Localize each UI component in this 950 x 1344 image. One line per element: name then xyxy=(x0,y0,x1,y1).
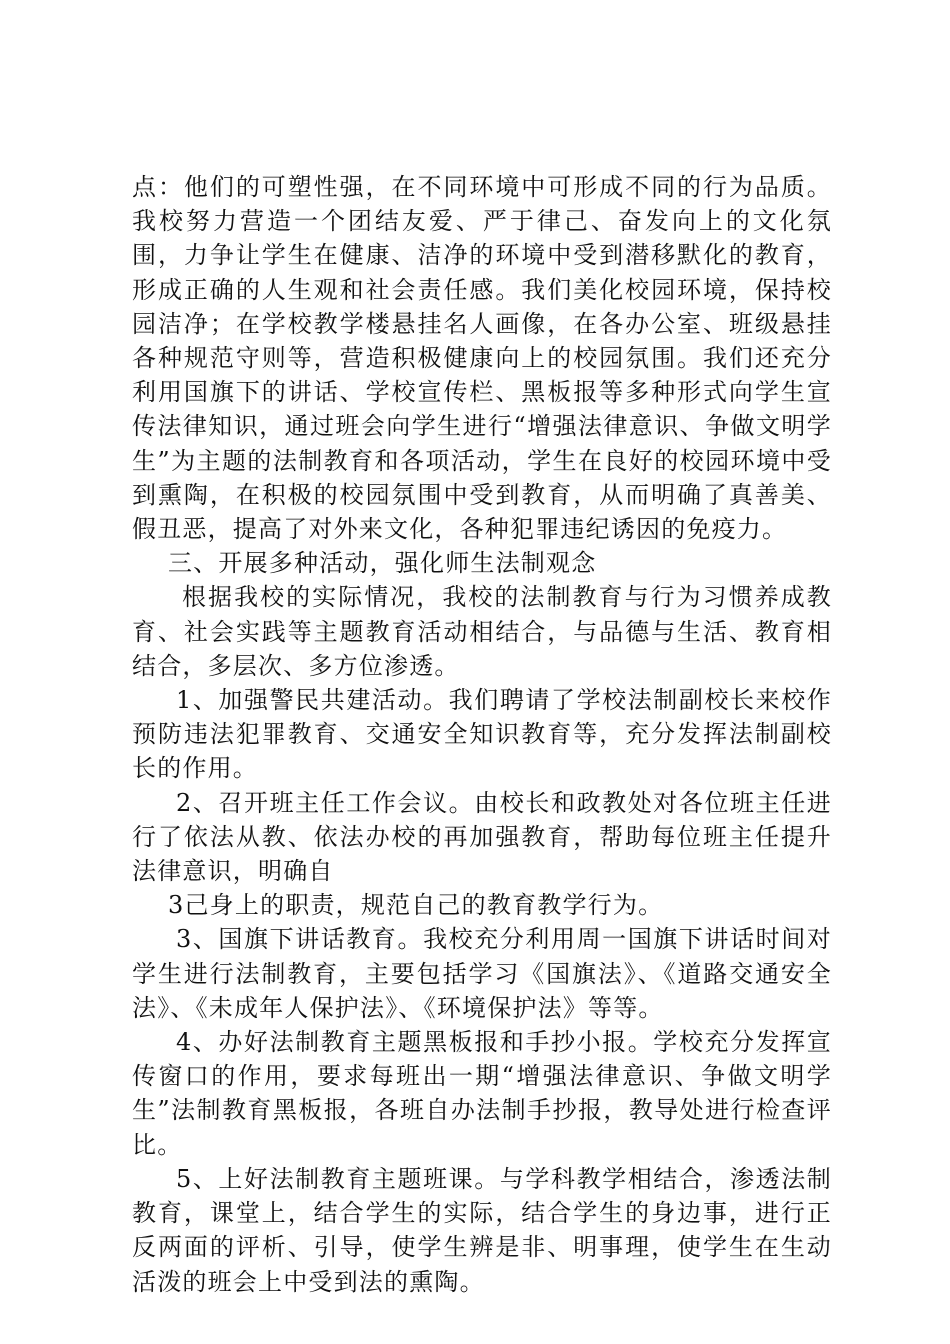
section-heading-activities: 三、开展多种活动，强化师生法制观念 xyxy=(168,549,597,578)
body-text xyxy=(132,170,832,1299)
paragraph-intro-activities: 根据我校的实际情况，我校的法制教育与行为习惯养成教育、社会实践等主题教育活动相结合，与品德与生活、教育相结合，多层次、多方位渗透。 xyxy=(132,583,832,680)
paragraph-item-2: 2、召开班主任工作会议。由校长和政教处对各位班主任进行了依法从教、依法办校的再加强教育，帮助每位班主任提升法律意识，明确自 xyxy=(132,788,832,886)
paragraph-item-3: 3、国旗下讲话教育。我校充分利用周一国旗下讲话时间对学生进行法制教育，主要包括学习《国旗法》、《道路交通安全法》、《未成年人保护法》、《环境保护法》等等。 xyxy=(132,925,832,1022)
paragraph-item-1: 1、加强警民共建活动。我们聘请了学校法制副校长来校作预防违法犯罪教育、交通安全知识教育等，充分发挥法制副校长的作用。 xyxy=(132,686,832,783)
paragraph-school-atmosphere: 点：他们的可塑性强，在不同环境中可形成不同的行为品质。我校努力营造一个团结友爱、严于律己、奋发向上的文化氛围，力争让学生在健康、洁净的环境中受到潜移默化的教育，形成正确的人生观和社会责任感。我们美化校园环境，保持校园洁净；在学校教学楼悬挂名人画像，在各办公室、班级悬挂各种规范守则等，营造积极健康向上的校园氛围。我们还充分利用国旗下的讲话、学校宣传栏、黑板报等多种形式向学生宣传法律知识，通过班会向学生进行“增强法律意识、争做文明学生”为主题的法制教育和各项活动，学生在良好的校园环境中受到熏陶，在积极的校园氛围中受到教育，从而明确了真善美、假丑恶，提高了对外来文化，各种犯罪违纪诱因的免疫力。 xyxy=(132,173,832,544)
paragraph-item-5: 5、上好法制教育主题班课。与学科教学相结合，渗透法制教育，课堂上，结合学生的实际，结合学生的身边事，进行正反两面的评析、引导，使学生辨是非、明事理，使学生在生动活泼的班会上中受到法的熏陶。 xyxy=(132,1164,832,1296)
paragraph-item-4: 4、办好法制教育主题黑板报和手抄小报。学校充分发挥宣传窗口的作用，要求每班出一期“增强法律意识、争做文明学生”法制教育黑板报，各班自办法制手抄报，教导处进行检查评比。 xyxy=(132,1028,832,1159)
paragraph-item-2-continued: 3己身上的职责，规范自己的教育教学行为。 xyxy=(168,891,664,920)
